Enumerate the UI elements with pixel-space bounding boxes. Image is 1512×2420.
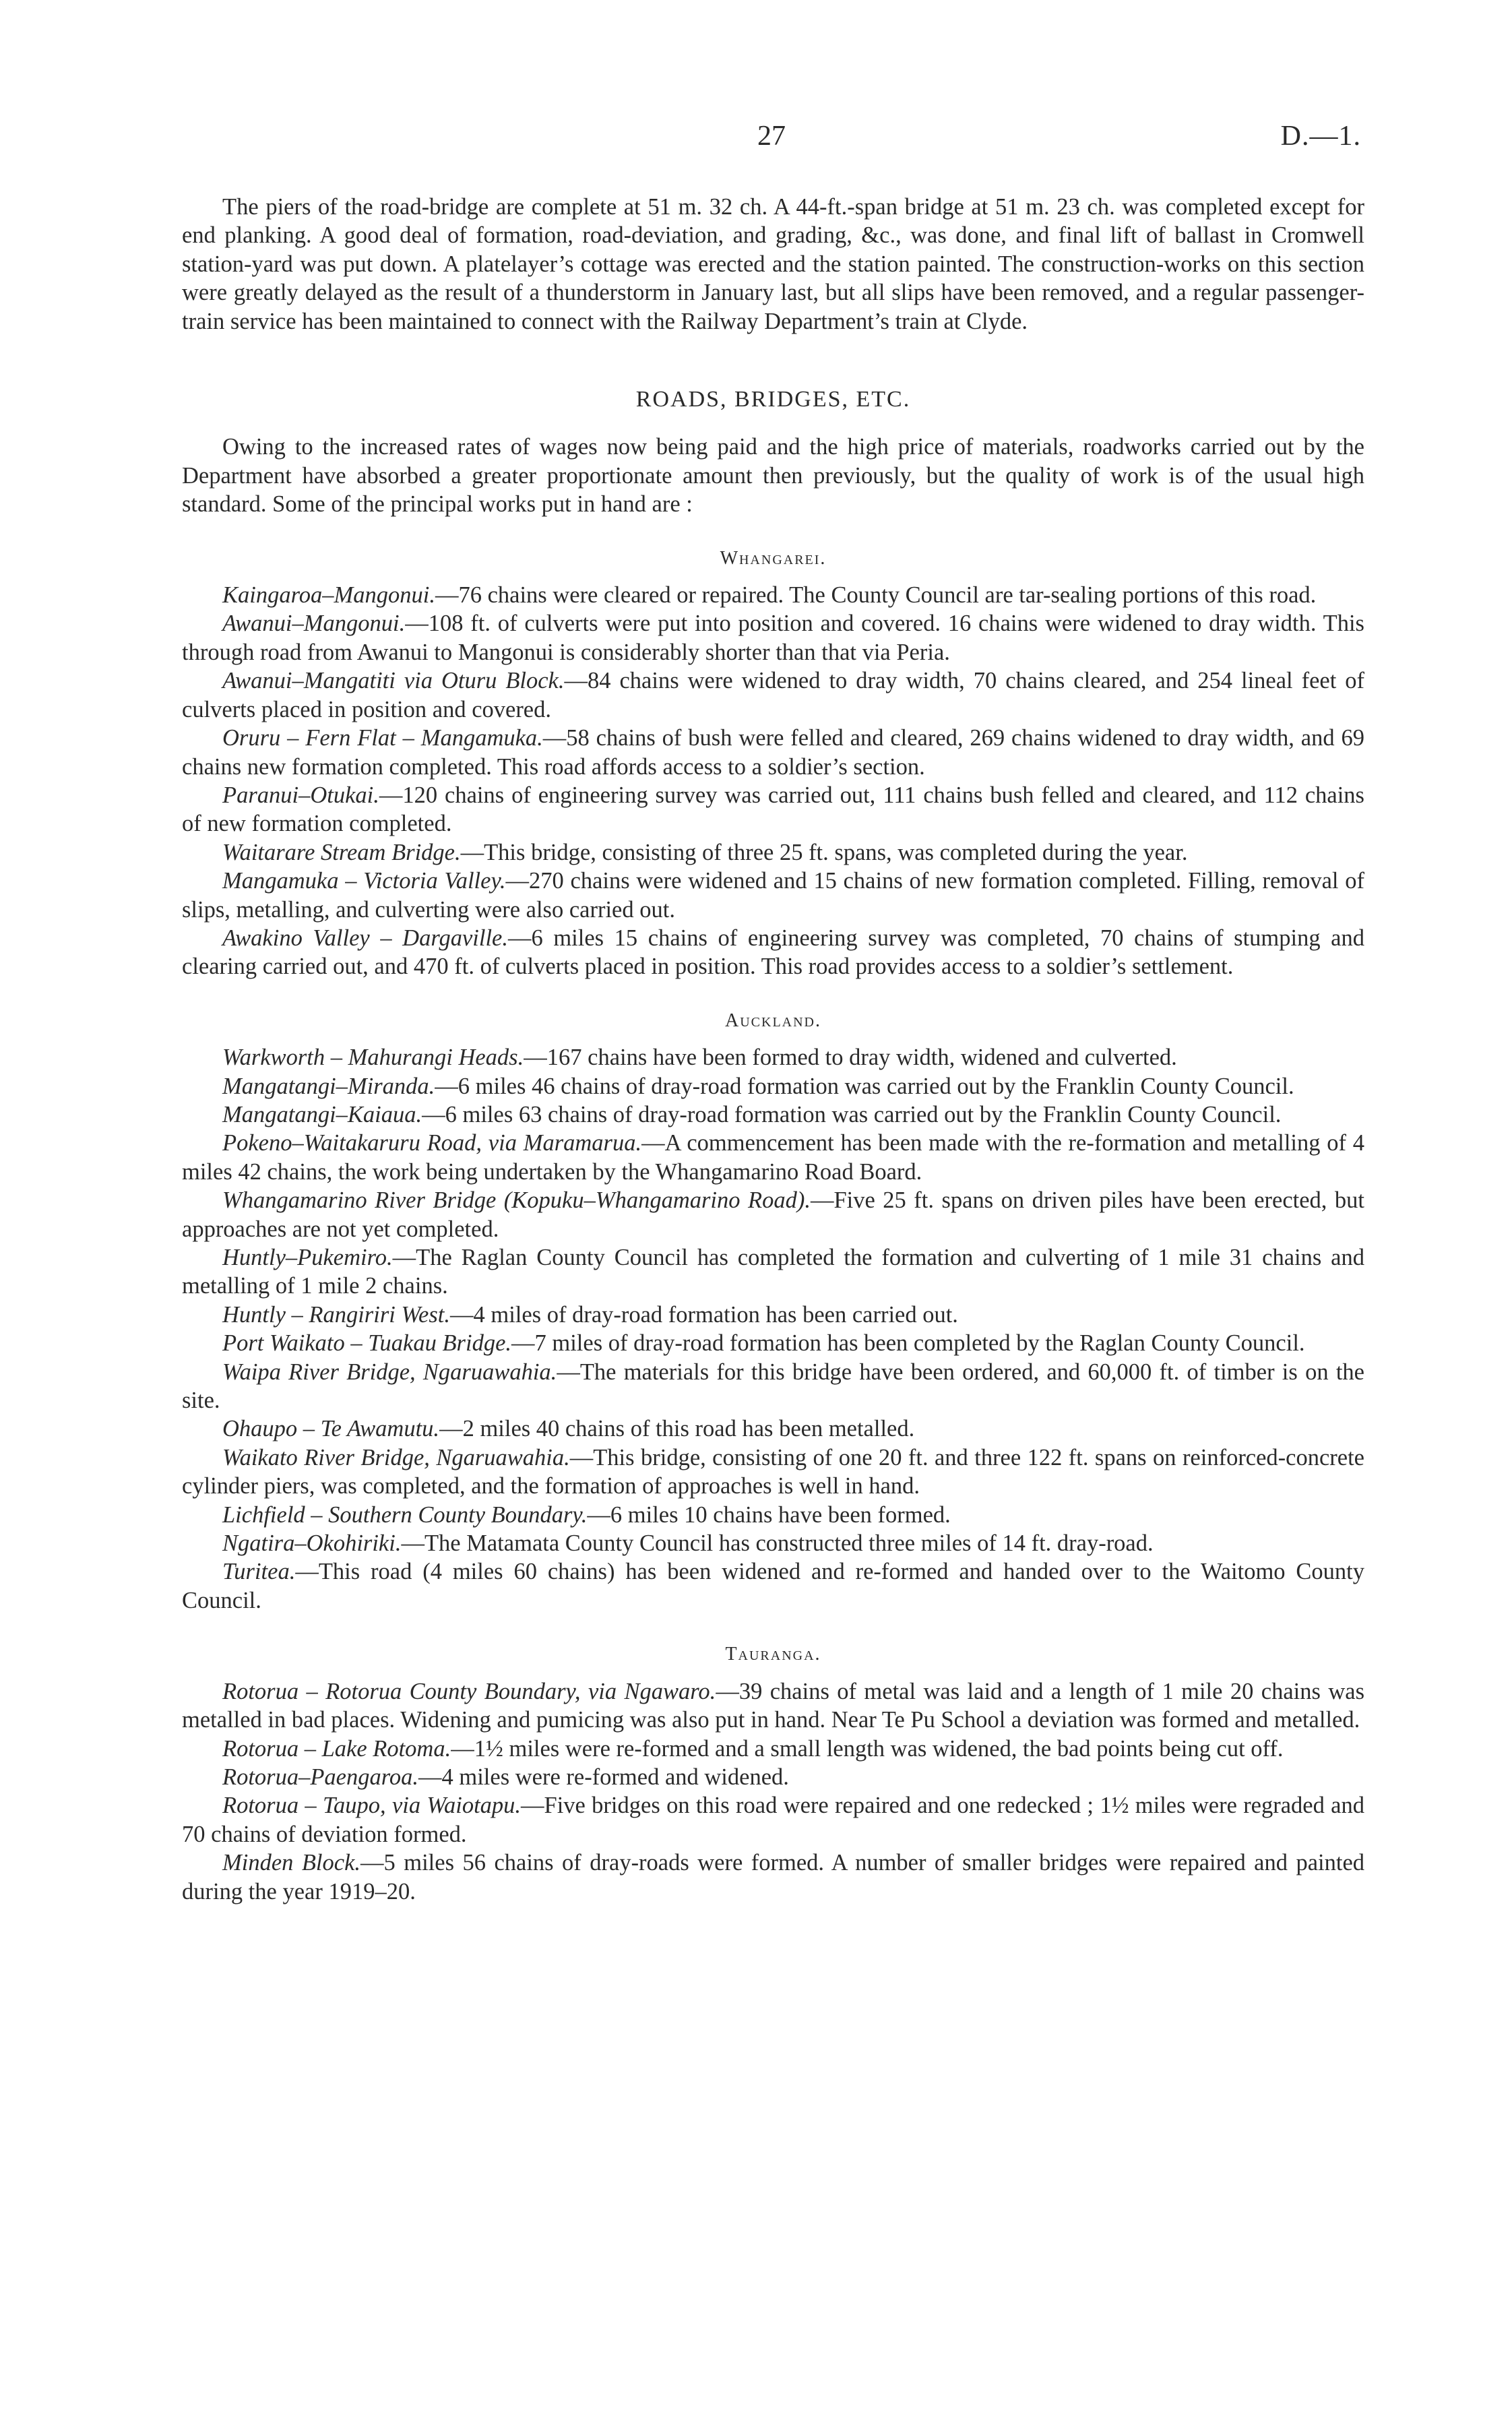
road-work-description: —2 miles 40 chains of this road has been metalled. <box>439 1416 915 1442</box>
road-work-heading: Port Waikato – Tuakau Bridge. <box>222 1330 512 1357</box>
road-work-item <box>182 1043 1364 1072</box>
road-work-description: —6 miles 15 chains of engineering survey was completed, 70 chains of stumping and clearing carried out, and 470 ft. of culverts placed in position. This road provides access to a soldier’s settlement. <box>182 925 1364 980</box>
document-reference: D.—1. <box>1280 121 1361 152</box>
road-work-description: —This bridge, consisting of three 25 ft. spans, was completed during the year. <box>460 839 1188 865</box>
road-work-heading: Mangatangi–Kaiaua. <box>222 1101 422 1127</box>
road-work-heading: Awakino Valley – Dargaville. <box>222 925 508 951</box>
road-work-description: —The materials for this bridge have been ordered, and 60,000 ft. of timber is on the site. <box>182 1359 1364 1414</box>
section-title: ROADS, BRIDGES, ETC. <box>635 387 911 412</box>
road-work-item <box>182 1129 1364 1186</box>
road-work-item <box>182 724 1364 781</box>
road-work-item <box>182 1501 1364 1529</box>
road-work-description: —This road (4 miles 60 chains) has been widened and re-formed and handed over to the Waitomo County Council. <box>182 1559 1364 1613</box>
road-work-description: —4 miles were re-formed and widened. <box>418 1764 789 1790</box>
road-work-item <box>182 1358 1364 1415</box>
road-work-heading: Ohaupo – Te Awamutu. <box>222 1416 440 1442</box>
region-heading: Tauranga. <box>725 1644 821 1665</box>
road-work-description: —6 miles 10 chains have been formed. <box>587 1501 951 1528</box>
road-work-item <box>182 1735 1364 1763</box>
road-work-description: —1½ miles were re-formed and a small length was widened, the bad points being cut off. <box>451 1735 1284 1762</box>
road-work-description: —A commencement has been made with the re-formation and metalling of 4 miles 42 chains, the work being undertaken by the Whangamarino Road Board. <box>182 1130 1364 1185</box>
page-body <box>182 193 1364 1906</box>
road-work-heading: Huntly – Rangiriri West. <box>222 1301 450 1328</box>
page-number: 27 <box>757 121 786 152</box>
road-work-item <box>182 581 1364 609</box>
road-work-description: —7 miles of dray-road formation has been completed by the Raglan County Council. <box>511 1330 1305 1357</box>
road-work-description: —108 ft. of culverts were put into position and covered. 16 chains were widened to dray width. This through road from Awanui to Mangonui is considerably shorter than that via Peria. <box>182 611 1364 665</box>
road-work-description: —58 chains of bush were felled and cleared, 269 chains widened to dray width, and 69 chains new formation completed. This road affords access to a soldier’s section. <box>182 725 1364 780</box>
road-work-heading: Paranui–Otukai. <box>222 782 379 808</box>
road-work-item <box>182 1763 1364 1791</box>
section-intro: Owing to the increased rates of wages now being paid and the high price of materials, roadworks carried out by the Department have absorbed a greater proportionate amount then previously, but the quality of work is of the usual high standard. Some of the principal works put in hand are : <box>182 434 1364 518</box>
road-work-item <box>182 1849 1364 1906</box>
road-work-heading: Waikato River Bridge, Ngaruawahia. <box>222 1444 570 1470</box>
road-work-heading: Warkworth – Mahurangi Heads. <box>222 1045 524 1071</box>
road-work-heading: Rotorua–Paengaroa. <box>222 1764 418 1790</box>
road-work-description: —4 miles of dray-road formation has been carried out. <box>449 1301 958 1328</box>
page-header <box>182 120 1361 160</box>
road-work-description: —This bridge, consisting of one 20 ft. and three 122 ft. spans on reinforced-concrete cylinder piers, was completed, and the formation of approaches is well in hand. <box>182 1444 1364 1499</box>
road-work-heading: Huntly–Pukemiro. <box>222 1245 393 1270</box>
road-work-description: —Five bridges on this road were repaired and one redecked ; 1½ miles were regraded and 70 chains of deviation formed. <box>182 1793 1364 1847</box>
road-work-heading: Minden Block. <box>222 1850 361 1876</box>
road-work-description: —The Raglan County Council has completed the formation and culverting of 1 mile 31 chains and metalling of 1 mile 2 chains. <box>182 1245 1364 1299</box>
road-work-description: —167 chains have been formed to dray width, widened and culverted. <box>524 1045 1177 1071</box>
road-work-heading: Pokeno–Waitakaruru Road, via Maramarua. <box>222 1130 642 1156</box>
road-work-heading: Mangamuka – Victoria Valley. <box>222 868 506 894</box>
road-work-description: —6 miles 46 chains of dray-road formation was carried out by the Franklin County Council. <box>435 1073 1294 1099</box>
road-work-description: —The Matamata County Council has constructed three miles of 14 ft. dray-road. <box>401 1530 1154 1557</box>
road-work-heading: Waitarare Stream Bridge. <box>222 839 461 865</box>
road-work-item <box>182 1444 1364 1501</box>
road-work-item <box>182 1529 1364 1557</box>
road-work-item <box>182 1557 1364 1615</box>
road-work-item <box>182 867 1364 924</box>
road-work-item <box>182 1415 1364 1443</box>
road-work-description: —76 chains were cleared or repaired. The County Council are tar-sealing portions of this road. <box>435 582 1317 609</box>
road-work-description: —84 chains were widened to dray width, 70 chains cleared, and 254 lineal feet of culverts placed in position and covered. <box>182 668 1364 722</box>
road-work-item <box>182 1791 1364 1849</box>
road-work-heading: Awanui–Mangatiti via Oturu Block. <box>222 668 565 694</box>
road-work-description: —120 chains of engineering survey was carried out, 111 chains bush felled and cleared, and 112 chains of new formation completed. <box>182 782 1364 837</box>
road-work-item <box>182 666 1364 724</box>
road-work-heading: Ngatira–Okohiriki. <box>222 1530 402 1557</box>
road-work-heading: Rotorua – Rotorua County Boundary, via Ngawaro. <box>222 1678 716 1704</box>
road-work-item <box>182 781 1364 838</box>
road-work-item <box>182 838 1364 867</box>
road-work-heading: Kaingaroa–Mangonui. <box>222 582 435 609</box>
road-work-heading: Mangatangi–Miranda. <box>222 1073 435 1099</box>
road-work-item <box>182 1329 1364 1357</box>
intro-paragraph: The piers of the road-bridge are complete at 51 m. 32 ch. A 44-ft.-span bridge at 51 m. 23 ch. was completed except for end planking. A good deal of formation, road-deviation, and grading, &c., was done, and final lift of ballast in Cromwell station-yard was put down. A platelayer’s cottage was erected and the station painted. The construction-works on this section were greatly delayed as the result of a thunderstorm in January last, but all slips have been removed, and a regular passenger-train service has been maintained to connect with the Railway Department’s train at Clyde. <box>182 194 1364 334</box>
region-heading: Whangarei. <box>720 547 827 569</box>
road-work-heading: Waipa River Bridge, Ngaruawahia. <box>222 1359 557 1385</box>
road-work-heading: Lichfield – Southern County Boundary. <box>222 1501 588 1528</box>
road-work-description: —Five 25 ft. spans on driven piles have been erected, but approaches are not yet completed. <box>182 1187 1364 1242</box>
road-work-heading: Whangamarino River Bridge (Kopuku–Whangamarino Road). <box>222 1187 811 1214</box>
road-work-item <box>182 1186 1364 1243</box>
road-work-item <box>182 1100 1364 1129</box>
road-work-heading: Turitea. <box>222 1559 296 1585</box>
road-work-description: —5 miles 56 chains of dray-roads were formed. A number of smaller bridges were repaired and painted during the year 1919–20. <box>182 1850 1365 1904</box>
road-work-description: —39 chains of metal was laid and a length of 1 mile 20 chains was metalled in bad places. Widening and pumicing was also put in hand. Near Te Pu School a deviation was formed and metalled. <box>182 1678 1364 1733</box>
road-work-item <box>182 924 1364 981</box>
regions-container <box>182 545 1364 1906</box>
road-work-heading: Awanui–Mangonui. <box>222 611 406 637</box>
road-work-item <box>182 1072 1364 1100</box>
road-work-heading: Rotorua – Taupo, via Waiotapu. <box>222 1793 522 1819</box>
road-work-description: —270 chains were widened and 15 chains of new formation completed. Filling, removal of slips, metalling, and culverting were also carried out. <box>182 868 1364 923</box>
road-work-heading: Oruru – Fern Flat – Mangamuka. <box>222 725 543 751</box>
road-work-item <box>182 1677 1364 1735</box>
road-work-item <box>182 1243 1364 1301</box>
road-work-heading: Rotorua – Lake Rotoma. <box>222 1735 451 1762</box>
road-work-description: —6 miles 63 chains of dray-road formation was carried out by the Franklin County Council. <box>422 1101 1282 1127</box>
region-heading: Auckland. <box>725 1010 821 1031</box>
road-work-item <box>182 1301 1364 1329</box>
road-work-item <box>182 609 1364 666</box>
